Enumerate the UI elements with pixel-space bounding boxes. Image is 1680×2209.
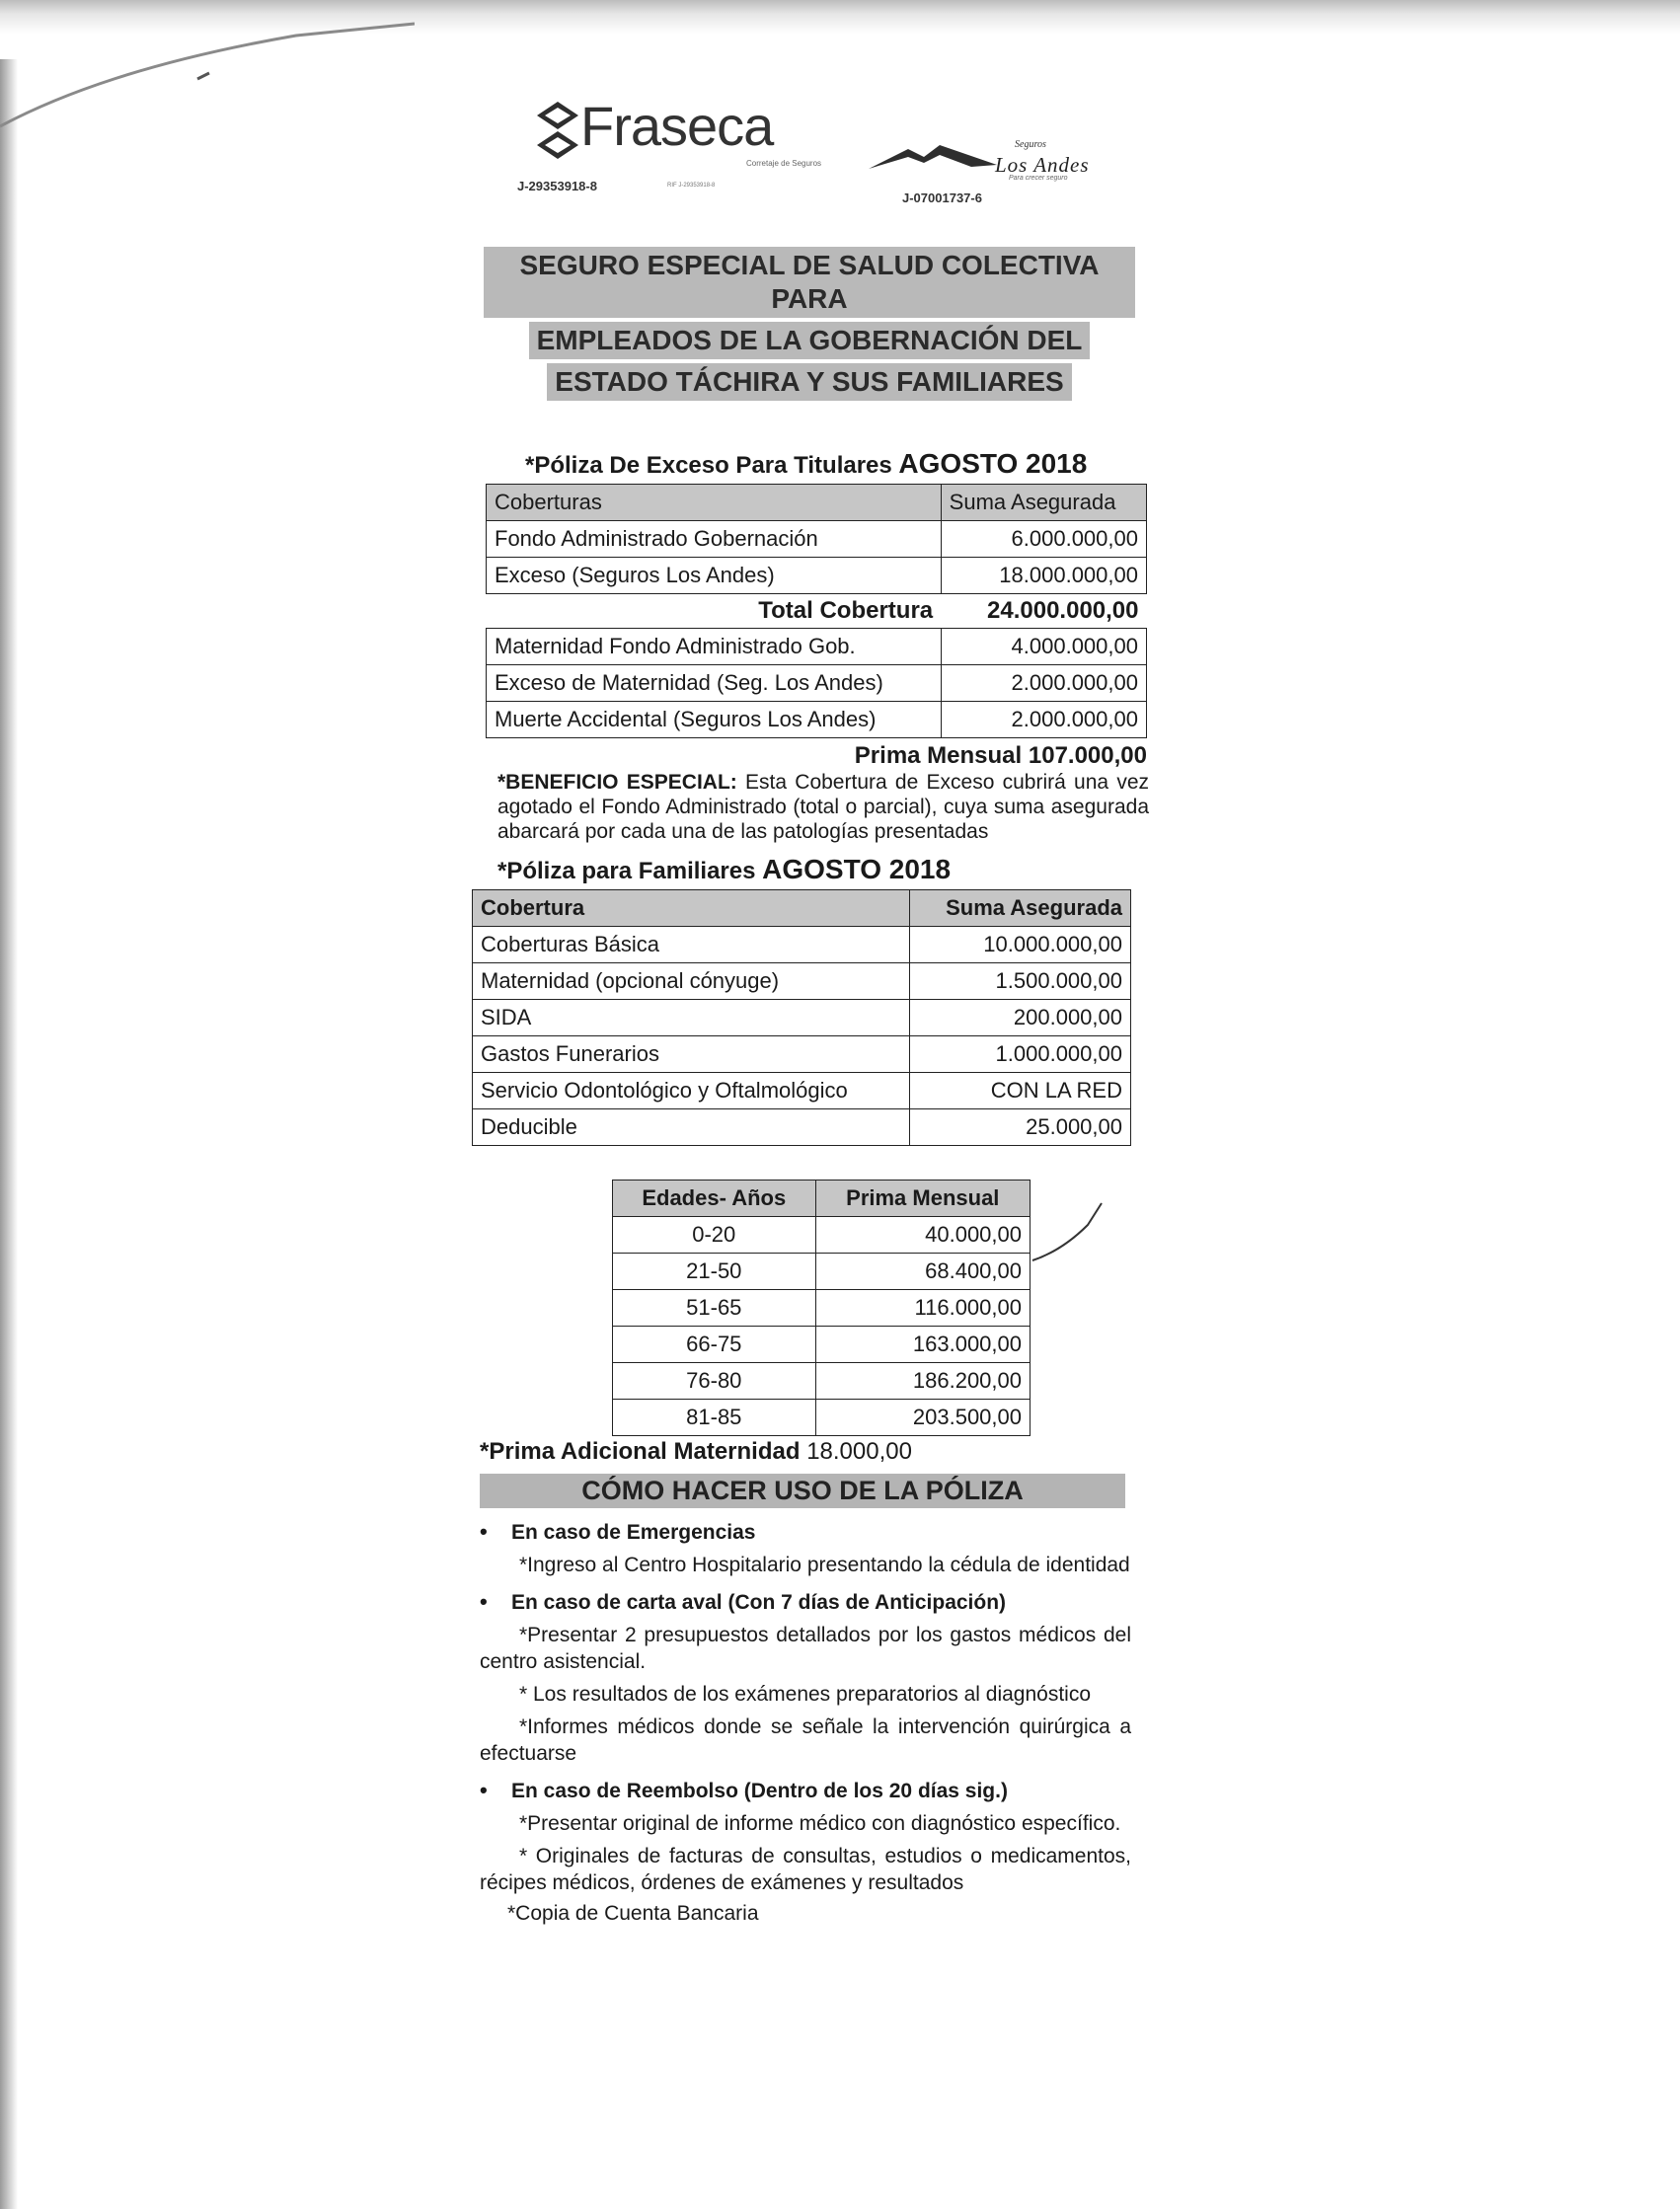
scan-edge-left (0, 59, 18, 2209)
row-label: Muerte Accidental (Seguros Los Andes) (487, 702, 942, 738)
row-value: 10.000.000,00 (910, 927, 1131, 963)
table-row (473, 963, 1131, 1000)
titulares-heading (525, 448, 1163, 480)
fraseca-rif-small: RIF J-29353918-8 (667, 183, 716, 189)
instruccion-item: * Originales de facturas de consultas, estudios o medicamentos, récipes médicos, órdenes de exámenes y resultados (480, 1845, 1131, 1894)
table-row (473, 1109, 1131, 1146)
titulares-table (486, 484, 1147, 738)
bullet-reembolso: • En caso de Reembolso (Dentro de los 20 días sig.) (480, 1777, 1131, 1804)
row-label: Servicio Odontológico y Oftalmológico (473, 1073, 910, 1109)
los-andes-name: Los Andes (995, 153, 1090, 177)
beneficio-especial (497, 770, 1149, 844)
fraseca-s-icon (537, 102, 578, 159)
col-prima-mensual: Prima Mensual (815, 1181, 1030, 1217)
prima-label: Prima Mensual (854, 742, 1023, 769)
table-row (473, 927, 1131, 963)
age-range: 66-75 (613, 1327, 816, 1363)
titulares-heading-month: AGOSTO 2018 (898, 448, 1088, 479)
total-value: 24.000.000,00 (987, 597, 1139, 624)
col-edades: Edades- Años (613, 1181, 816, 1217)
row-label: Maternidad (opcional cónyuge) (473, 963, 910, 1000)
table-row (613, 1217, 1031, 1254)
familiares-table (472, 889, 1131, 1146)
table-row (613, 1290, 1031, 1327)
table-header-row (487, 485, 1147, 521)
row-label: Fondo Administrado Gobernación (487, 521, 942, 558)
logo-header (472, 94, 1163, 227)
row-value: 18.000.000,00 (941, 558, 1146, 594)
instruccion-item: *Ingreso al Centro Hospitalario presentando la cédula de identidad (519, 1554, 1130, 1576)
document-title (484, 245, 1135, 403)
fraseca-tagline: Corretaje de Seguros (746, 159, 822, 168)
document (472, 94, 1163, 1927)
bullet-emergencias: • En caso de Emergencias (480, 1518, 1131, 1546)
edades-table (612, 1180, 1031, 1436)
row-label: Exceso (Seguros Los Andes) (487, 558, 942, 594)
prima-mensual (472, 742, 1147, 770)
table-row (473, 1073, 1131, 1109)
age-range: 81-85 (613, 1400, 816, 1436)
row-value: 1.000.000,00 (910, 1036, 1131, 1073)
table-row (487, 558, 1147, 594)
age-prima: 186.200,00 (815, 1363, 1030, 1400)
row-value: 6.000.000,00 (941, 521, 1146, 558)
col-cobertura: Cobertura (473, 890, 910, 927)
prima-adicional-value: 18.000,00 (806, 1438, 912, 1465)
table-row (487, 702, 1147, 738)
age-prima: 163.000,00 (815, 1327, 1030, 1363)
row-value: CON LA RED (910, 1073, 1131, 1109)
handwritten-check-mark (1031, 1199, 1109, 1268)
instruccion-item: *Informes médicos donde se señale la intervención quirúrgica a efectuarse (480, 1715, 1131, 1765)
los-andes-tagline: Para crecer seguro (1009, 175, 1068, 182)
los-andes-rif: J-07001737-6 (902, 190, 982, 205)
fraseca-name: Fraseca (580, 95, 774, 157)
familiares-heading-month: AGOSTO 2018 (762, 854, 952, 884)
row-label: Exceso de Maternidad (Seg. Los Andes) (487, 665, 942, 702)
age-prima: 68.400,00 (815, 1254, 1030, 1290)
beneficio-label: *BENEFICIO ESPECIAL: (497, 771, 737, 794)
title-line-1: SEGURO ESPECIAL DE SALUD COLECTIVA PARA (484, 247, 1135, 318)
row-value: 2.000.000,00 (941, 665, 1146, 702)
age-range: 76-80 (613, 1363, 816, 1400)
table-row (613, 1327, 1031, 1363)
row-label: Gastos Funerarios (473, 1036, 910, 1073)
total-row (487, 594, 1147, 629)
titulares-heading-text: *Póliza De Exceso Para Titulares (525, 452, 892, 479)
row-label: Coberturas Básica (473, 927, 910, 963)
table-row (487, 629, 1147, 665)
table-row (473, 1036, 1131, 1073)
age-range: 51-65 (613, 1290, 816, 1327)
table-row (613, 1400, 1031, 1436)
age-range: 21-50 (613, 1254, 816, 1290)
row-label: SIDA (473, 1000, 910, 1036)
instruccion-item: *Presentar 2 presupuestos detallados por los gastos médicos del centro asistencial. (480, 1624, 1131, 1673)
mountain-icon (869, 141, 997, 171)
age-prima: 116.000,00 (815, 1290, 1030, 1327)
los-andes-sup: Seguros (1015, 139, 1046, 150)
instrucciones-uso (480, 1518, 1131, 1927)
age-prima: 40.000,00 (815, 1217, 1030, 1254)
table-row (613, 1254, 1031, 1290)
instruccion-item: *Copia de Cuenta Bancaria (507, 1902, 759, 1925)
title-line-2: EMPLEADOS DE LA GOBERNACIÓN DEL (529, 322, 1091, 359)
col-suma-asegurada: Suma Asegurada (941, 485, 1146, 521)
age-prima: 203.500,00 (815, 1400, 1030, 1436)
total-label: Total Cobertura (758, 597, 934, 624)
row-value: 4.000.000,00 (941, 629, 1146, 665)
como-usar-heading: CÓMO HACER USO DE LA PÓLIZA (480, 1474, 1125, 1508)
beneficio-text: Esta Cobertura de Exceso cubrirá una vez agotado el Fondo Administrado (total o parcial), cuya suma asegurada abarcará por cada una de las patologías presentadas (497, 771, 1149, 843)
scan-fold-mark (0, 0, 415, 138)
table-row (487, 521, 1147, 558)
bullet-carta-aval: • En caso de carta aval (Con 7 días de Anticipación) (480, 1588, 1131, 1616)
col-suma-asegurada: Suma Asegurada (910, 890, 1131, 927)
title-line-3: ESTADO TÁCHIRA Y SUS FAMILIARES (547, 363, 1071, 401)
row-label: Maternidad Fondo Administrado Gob. (487, 629, 942, 665)
row-value: 200.000,00 (910, 1000, 1131, 1036)
age-range: 0-20 (613, 1217, 816, 1254)
col-coberturas: Coberturas (487, 485, 942, 521)
los-andes-logo (869, 139, 1090, 182)
table-header-row (613, 1181, 1031, 1217)
row-value: 2.000.000,00 (941, 702, 1146, 738)
instruccion-item: * Los resultados de los exámenes preparatorios al diagnóstico (519, 1683, 1092, 1706)
table-row (473, 1000, 1131, 1036)
familiares-heading (497, 854, 1163, 885)
prima-value: 107.000,00 (1028, 742, 1147, 769)
fraseca-rif: J-29353918-8 (517, 179, 597, 193)
table-row (487, 665, 1147, 702)
familiares-heading-text: *Póliza para Familiares (497, 858, 756, 884)
prima-adicional-label: *Prima Adicional Maternidad (480, 1438, 801, 1465)
prima-adicional-maternidad (480, 1438, 1163, 1466)
table-row (613, 1363, 1031, 1400)
row-label: Deducible (473, 1109, 910, 1146)
table-header-row (473, 890, 1131, 927)
instruccion-item: *Presentar original de informe médico con diagnóstico específico. (519, 1812, 1121, 1835)
row-value: 25.000,00 (910, 1109, 1131, 1146)
row-value: 1.500.000,00 (910, 963, 1131, 1000)
